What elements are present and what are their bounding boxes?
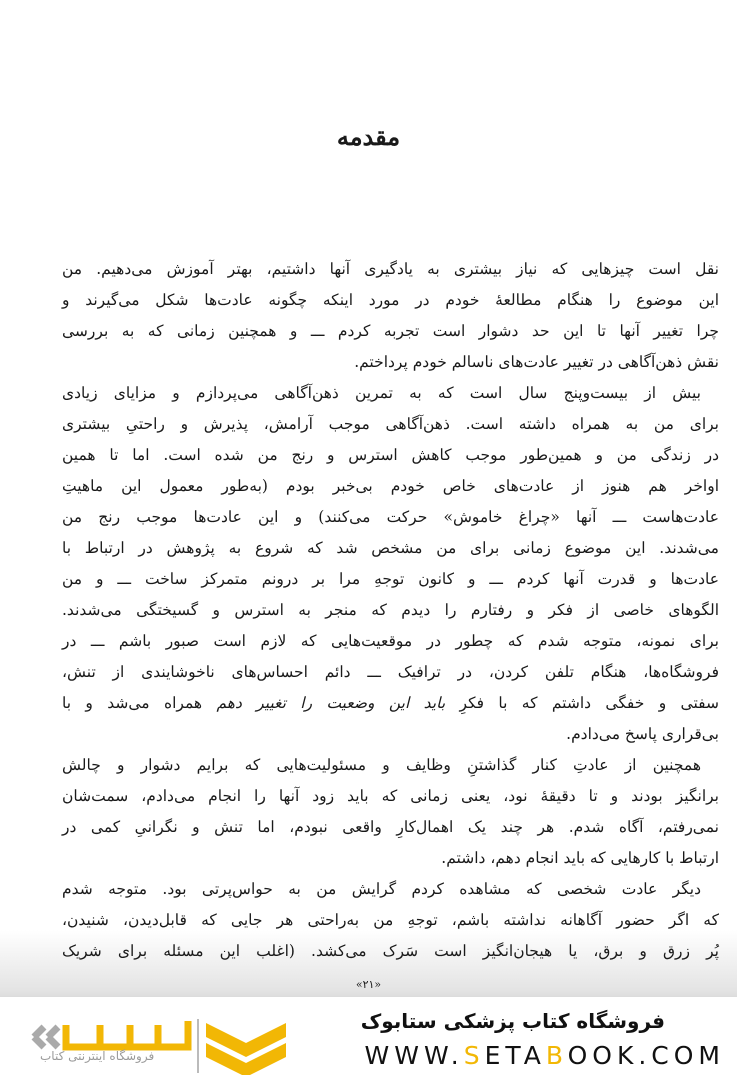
text-line-with-italic (62, 688, 719, 719)
text-line: نقش ذهن‌آگاهی در تغییر عادت‌های ناسالم خودم پرداختم. (354, 353, 719, 371)
text-line: چرا تغییر آنها تا این حد دشوار است تجربه کردم ـــ و همچنین زمانی که به بررسی (62, 322, 719, 340)
text-line: پُر زرق و برق، یا هیجان‌انگیز است سَرک می‌کشد. (اغلب این مسئله برای شریک (62, 942, 719, 960)
text-line: الگوهای خاصی از فکر و رفتارم را دیدم که منجر به استرس و گسیختگی می‌شدند. (62, 601, 719, 619)
logo-subtitle: فروشگاه اینترنتی کتاب (40, 1049, 155, 1063)
text-line: می‌شدند. این موضوع زمانی برای من مشخص شد که شروع به پژوهش در ارتباط با (62, 539, 719, 557)
text-line: برای من به همراه داشته است. ذهن‌آگاهی موجب آرامش، پذیرش و راحتیِ بیشتری (62, 415, 719, 433)
paragraph-1 (62, 254, 719, 378)
text-line: دیگر عادت شخصی که مشاهده کردم گرایش من به حواس‌پرتی بود. متوجه شدم (62, 880, 701, 898)
page-title: مقدمه (336, 122, 401, 151)
page-number: «۲۱» (355, 978, 382, 991)
url-part-accent: S (463, 1041, 485, 1070)
url-part: ETA (484, 1041, 546, 1070)
paragraph-3 (62, 750, 719, 874)
store-url[interactable] (365, 1041, 725, 1070)
text-line: اواخر هم هنوز از عادت‌های خاص خودم بی‌خبر بودم (به‌طور معمول این ماهیتِ (62, 477, 719, 495)
text-line: که اگر حضور آگاهانه نداشته باشم، توجهِ من به‌راحتی هر جایی که قابل‌دیدن، شنیدن، (62, 911, 719, 929)
text-line: عادت‌ها و قدرت آنها کردم ـــ و کانون توجهِ مرا بر درونم متمرکز ساخت ـــ و من (62, 570, 719, 588)
text-line: فروشگاه‌ها، هنگام تلفن کردن، در ترافیک ـــ دائم احساس‌های ناخوشایندی از تنش، (62, 663, 719, 681)
setabook-logo (30, 1015, 290, 1075)
text-line: این موضوع را هنگام مطالعهٔ خودم در مورد اینکه چگونه عادت‌ها شکل می‌گیرند و (62, 291, 719, 309)
url-part: OOK.COM (567, 1041, 725, 1070)
italic-text: باید این وضعیت را تغییر دهم (216, 694, 446, 712)
text-line: عادت‌هاست ـــ آنها «چراغ خاموش» حرکت می‌کنند) و این عادت‌ها موجب رنج من (62, 508, 719, 526)
text-line: همچنین از عادتِ کنار گذاشتنِ وظایف و مسئولیت‌هایی که برایم دشوار و چالش (62, 756, 701, 774)
store-banner (0, 997, 737, 1080)
text-line: برانگیز بودند و تا دقیقهٔ نود، یعنی زمانی که باید زود آنها را انجام می‌دادم، سمت‌شان (62, 787, 719, 805)
brand-wordmark-icon (34, 1021, 188, 1047)
url-part: WWW. (364, 1041, 464, 1070)
url-part-accent: B (545, 1041, 568, 1070)
text-line: نمی‌رفتم، آگاه شدم. هر چند یک اهمال‌کارِ واقعی نبودم، اما تنش و نگرانیِ کمی در (62, 818, 719, 836)
text-line: برای نمونه، متوجه شدم که چطور در موقعیت‌هایی که لازم است صبور باشم ـــ در (62, 632, 719, 650)
text-line: بی‌قراری پاسخ می‌دادم. (566, 725, 719, 743)
paragraph-4 (62, 874, 719, 967)
page-body (62, 254, 719, 967)
text-line: نقل است چیزهایی که نیاز بیشتری به یادگیری آنها داشتیم، بهتر آموزش می‌دهیم. من (62, 260, 719, 278)
paragraph-2 (62, 378, 719, 750)
chevron-logo-icon (206, 1023, 286, 1075)
text-span: همراه می‌شد و با (62, 694, 217, 712)
store-name: فروشگاه کتاب پزشکی ستابوک (360, 1009, 665, 1033)
text-line: ارتباط با کارهایی که باید انجام دهم، داشتم. (441, 849, 719, 867)
text-line: بیش از بیست‌وپنج سال است که به تمرین ذهن‌آگاهی می‌پردازم و مزایای زیادی (62, 384, 701, 402)
text-line: در زندگی من و همین‌طور موجب کاهش استرس و رنج من شده است. اما تا همین (62, 446, 719, 464)
text-span: سفتی و خفگی داشتم که با فکرِ (445, 694, 719, 712)
